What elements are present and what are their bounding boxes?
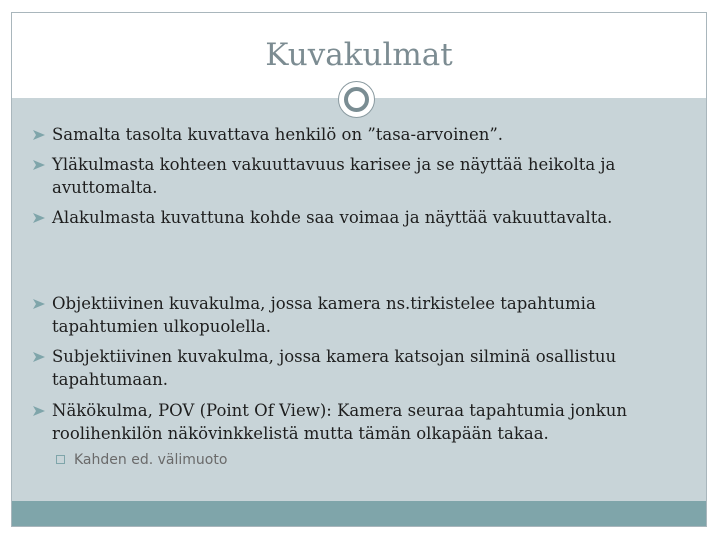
bullet-text: Objektiivinen kuvakulma, jossa kamera ns.tirkistelee tapahtumia tapahtumien ulkopuolella.: [52, 294, 596, 336]
bullet-arrow-icon: [33, 213, 45, 223]
square-bullet-icon: [56, 455, 65, 464]
slide-title: Kuvakulmat: [265, 37, 453, 73]
bullet-item: [52, 292, 672, 338]
sub-bullet-item: [74, 450, 227, 470]
bullet-text: Samalta tasolta kuvattava henkilö on ”tasa-arvoinen”.: [52, 125, 504, 144]
bullet-item: [52, 399, 692, 445]
sub-bullet-text: Kahden ed. välimuoto: [74, 452, 228, 468]
bullet-item: [52, 153, 672, 199]
bullet-arrow-icon: [33, 406, 45, 416]
bullet-item: [52, 206, 692, 229]
bullet-text: Yläkulmasta kohteen vakuuttavuus karisee ja se näyttää heikolta ja avuttomalta.: [52, 155, 616, 197]
bullet-arrow-icon: [33, 160, 45, 170]
bullet-item: [52, 345, 692, 391]
bullet-item: [52, 123, 692, 146]
bullet-text: Alakulmasta kuvattuna kohde saa voimaa ja näyttää vakuuttavalta.: [52, 208, 613, 227]
bullet-arrow-icon: [33, 299, 45, 309]
bullet-arrow-icon: [33, 352, 45, 362]
bullet-text: Näkökulma, POV (Point Of View): Kamera seuraa tapahtumia jonkun roolihenkilön näkövinkkelistä mutta tämän olkapään takaa.: [52, 401, 627, 443]
bullet-text: Subjektiivinen kuvakulma, jossa kamera katsojan silminä osallistuu tapahtumaan.: [52, 347, 617, 389]
bullet-arrow-icon: [33, 130, 45, 140]
